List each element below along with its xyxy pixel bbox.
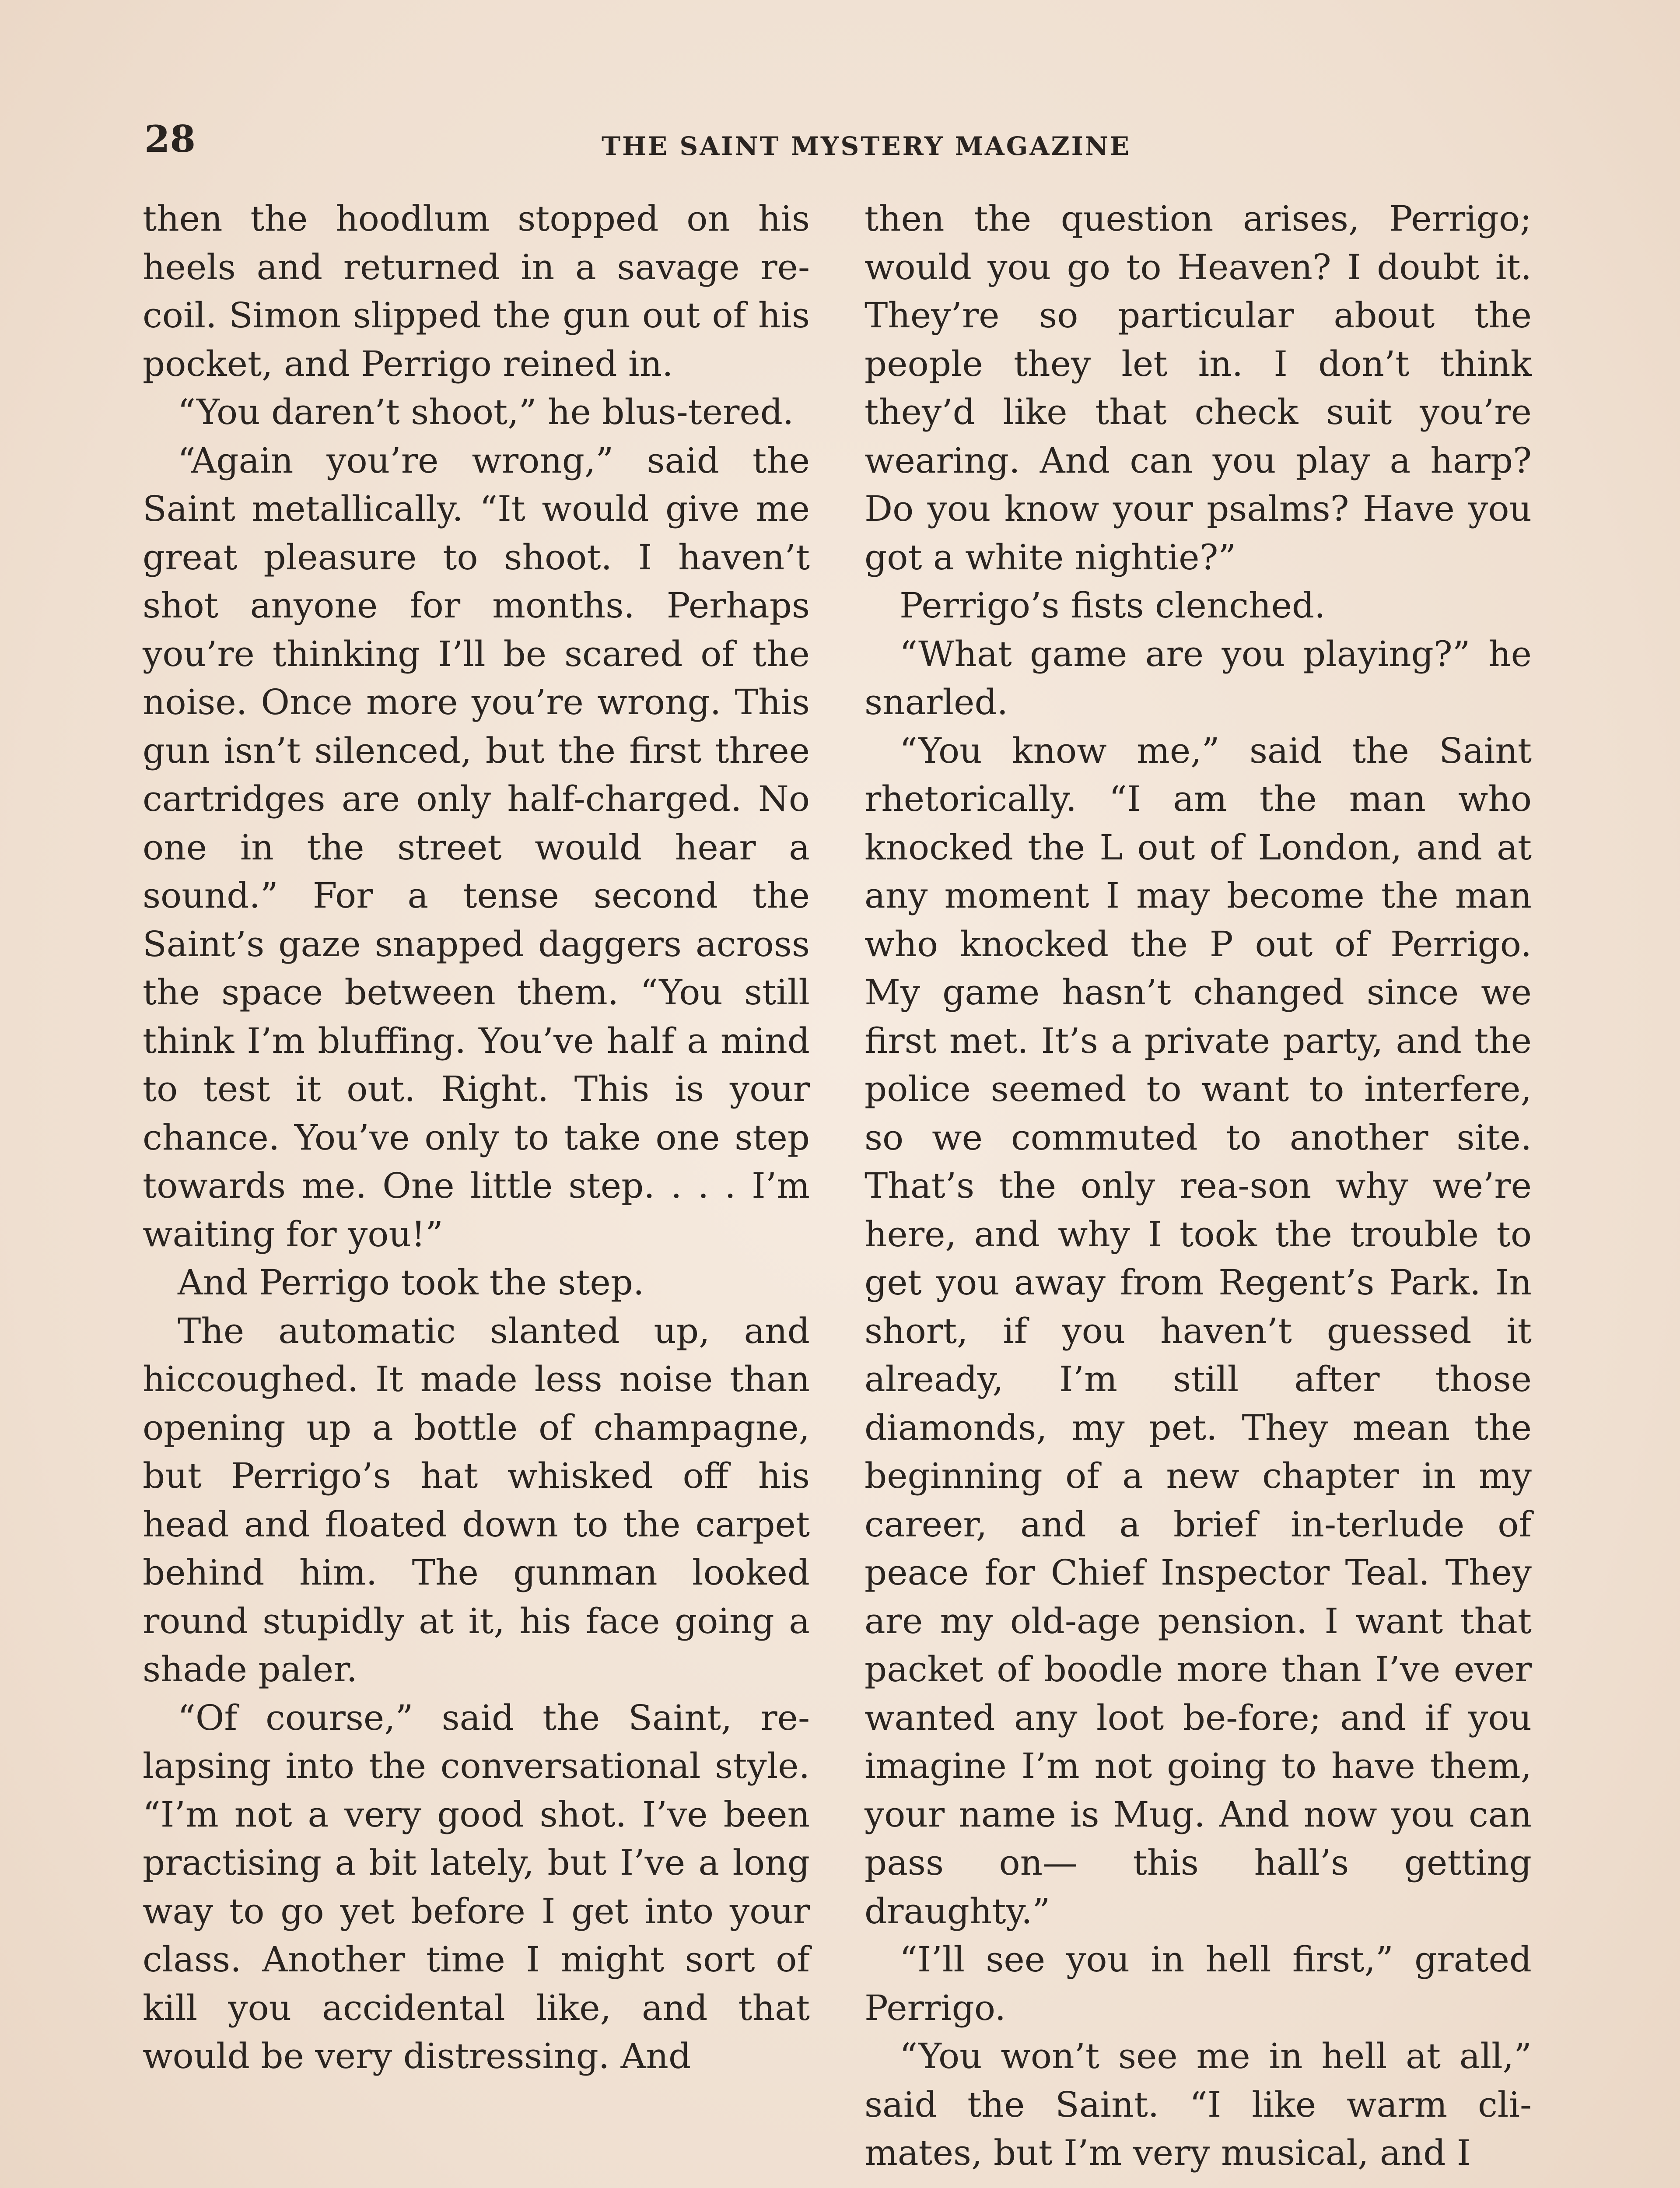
paragraph: “Of course,” said the Saint, re-lapsing into the conversational style. “I’m not a very good shot. I’ve been practising a bit lately, but I’ve a long way to go yet before I get into your class. Another time I might sort of kill you accidental like, and that would be very distressing. And <box>143 1697 810 2076</box>
paragraph: “You won’t see me in hell at all,” said the Saint. “I like warm cli-mates, but I’m very musical, and I <box>864 2036 1532 2173</box>
paragraph: then the question arises, Perrigo; would you go to Heaven? I doubt it. They’re so particular about the people they let in. I don’t think they’d like that check suit you’re wearing. And can you play a harp? Do you know your psalms? Have you got a white nightie?” <box>864 198 1532 578</box>
page-number: 28 <box>144 117 196 161</box>
paragraph: then the hoodlum stopped on his heels and returned in a savage re-coil. Simon slipped the gun out of his pocket, and Perrigo reined in. <box>143 198 810 384</box>
paragraph: “You know me,” said the Saint rhetorically. “I am the man who knocked the L out of London, and at any moment I may become the man who knocked the P out of Perrigo. My game hasn’t changed since we first met. It’s a private party, and the police seemed to want to interfere, so we commuted to another site. That’s the only rea-son why we’re here, and why I took the trouble to get you away from Regent’s Park. In short, if you haven’t guessed it already, I’m still after those diamonds, my pet. They mean the beginning of a new chapter in my career, and a brief in-terlude of peace for Chief Inspector Teal. They are my old-age pension. I want that packet of boodle more than I’ve ever wanted any loot be-fore; and if you imagine I’m not going to have them, your name is Mug. And now you can pass on— this hall’s getting draughty.” <box>864 730 1532 1932</box>
running-head: THE SAINT MYSTERY MAGAZINE <box>601 131 1131 161</box>
paragraph: And Perrigo took the step. <box>178 1262 644 1303</box>
right-column <box>864 195 1532 2177</box>
paragraph: “You daren’t shoot,” he blus-tered. <box>178 392 794 432</box>
paragraph: “What game are you playing?” he snarled. <box>864 633 1532 722</box>
left-column <box>143 195 810 2081</box>
paragraph: Perrigo’s fists clenched. <box>900 585 1326 626</box>
paragraph: The automatic slanted up, and hiccoughed. It made less noise than opening up a bottle of champagne, but Perrigo’s hat whisked off his head and floated down to the carpet behind him. The gunman looked round stupidly at it, his face going a shade paler. <box>143 1310 810 1690</box>
paragraph: “I’ll see you in hell first,” grated Perrigo. <box>864 1939 1532 2028</box>
paragraph: “Again you’re wrong,” said the Saint metallically. “It would give me great pleasure to shoot. I haven’t shot anyone for months. Perhaps you’re thinking I’ll be scared of the noise. Once more you’re wrong. This gun isn’t silenced, but the first three cartridges are only half-charged. No one in the street would hear a sound.” For a tense second the Saint’s gaze snapped daggers across the space between them. “You still think I’m bluffing. You’ve half a mind to test it out. Right. This is your chance. You’ve only to take one step towards me. One little step. . . . I’m waiting for you!” <box>143 440 810 1255</box>
